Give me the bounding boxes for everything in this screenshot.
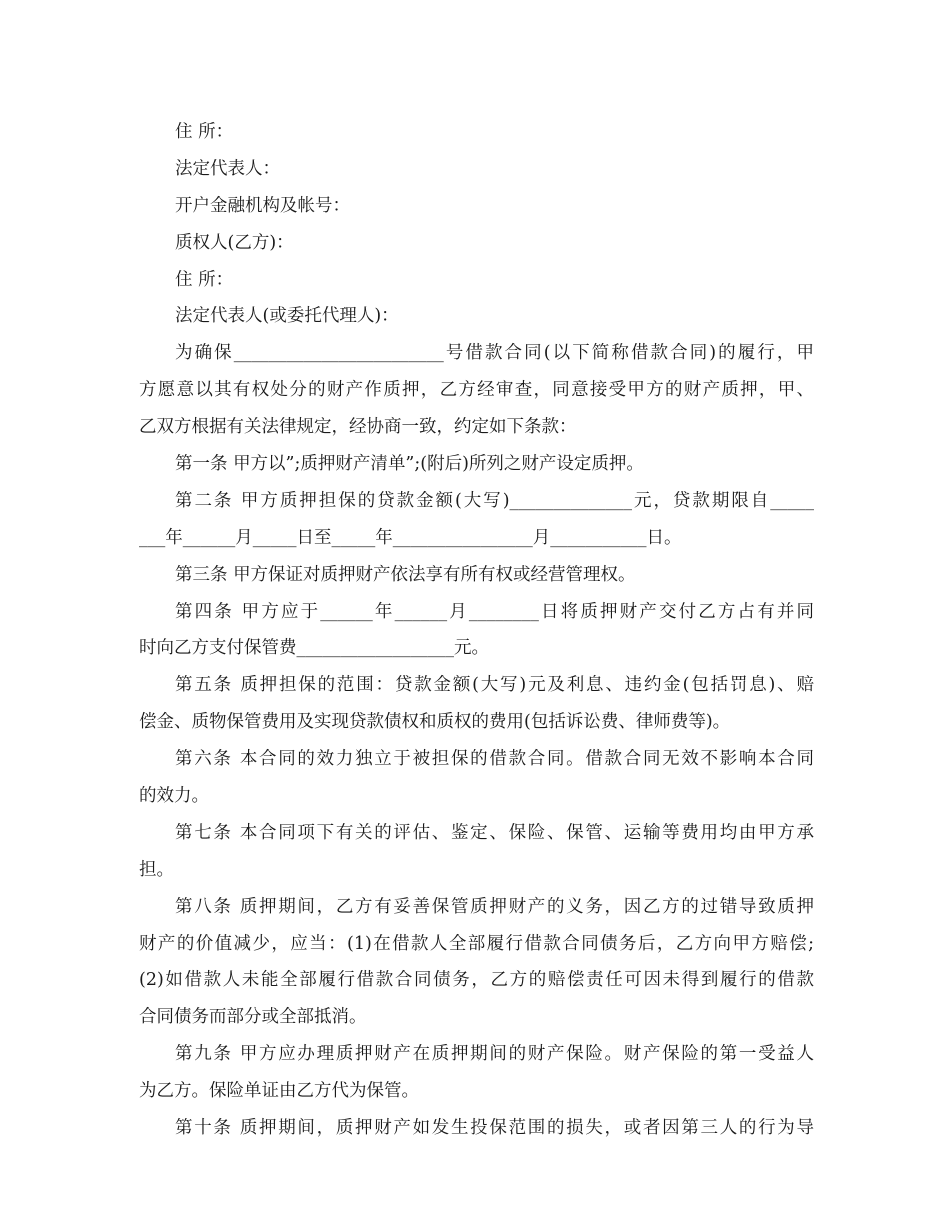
text-line: (2)如借款人未能全部履行借款合同债务，乙方的赔偿责任可因未得到履行的借款 xyxy=(139,970,814,991)
text-line: ___年______月_____日至_____年________________月___________日。 xyxy=(139,527,682,548)
article-9 xyxy=(139,1036,814,1110)
party-info-block xyxy=(139,114,814,335)
text-line: 方愿意以其有权处分的财产作质押，乙方经审查，同意接受甲方的财产质押，甲、 xyxy=(139,380,814,401)
text-line: 担。 xyxy=(139,859,174,880)
legal-representative-field-b: 法定代表人(或委托代理人)： xyxy=(175,306,399,327)
text-line: 第九条 甲方应办理质押财产在质押期间的财产保险。财产保险的第一受益人 xyxy=(175,1044,814,1065)
text-line: 的效力。 xyxy=(139,786,209,807)
text-line: 乙双方根据有关法律规定，经协商一致，约定如下条款： xyxy=(139,417,577,438)
address-field-b: 住 所： xyxy=(175,269,234,290)
legal-representative-field-a: 法定代表人： xyxy=(175,158,280,179)
article-3 xyxy=(139,557,814,594)
article-1 xyxy=(139,446,814,483)
text-line: 财产的价值减少，应当：(1)在借款人全部履行借款合同债务后，乙方向甲方赔偿; xyxy=(139,933,814,954)
text-line: 偿金、质物保管费用及实现贷款债权和质权的费用(包括诉讼费、律师费等)。 xyxy=(139,712,731,733)
text-line: 合同债务而部分或全部抵消。 xyxy=(139,1007,367,1028)
text-line: 第三条 甲方保证对质押财产依法享有所有权或经营管理权。 xyxy=(175,564,636,585)
article-7 xyxy=(139,815,814,889)
document-body xyxy=(139,114,814,1147)
article-6 xyxy=(139,741,814,815)
article-4 xyxy=(139,594,814,668)
text-line: 时向乙方支付保管费__________________元。 xyxy=(139,638,489,659)
text-line: 第五条 质押担保的范围：贷款金额(大写)元及利息、违约金(包括罚息)、赔 xyxy=(175,675,814,696)
text-line: 为确保________________________号借款合同(以下简称借款合同)的履行，甲 xyxy=(175,343,814,364)
address-field-a: 住 所： xyxy=(175,122,234,142)
text-line: 第十条 质押期间，质押财产如发生投保范围的损失，或者因第三人的行为导 xyxy=(175,1118,814,1139)
pledgee-field: 质权人(乙方)： xyxy=(175,232,294,253)
bank-account-field: 开户金融机构及帐号： xyxy=(175,195,350,216)
text-line: 第六条 本合同的效力独立于被担保的借款合同。借款合同无效不影响本合同 xyxy=(175,749,814,770)
article-8 xyxy=(139,889,814,1037)
text-line: 第二条 甲方质押担保的贷款金额(大写)______________元，贷款期限自_____ xyxy=(175,490,814,511)
text-line: 第一条 甲方以”;质押财产清单”;(附后)所列之财产设定质押。 xyxy=(175,454,644,475)
text-line: 第七条 本合同项下有关的评估、鉴定、保险、保管、运输等费用均由甲方承 xyxy=(175,822,814,843)
text-line: 第八条 质押期间，乙方有妥善保管质押财产的义务，因乙方的过错导致质押 xyxy=(175,896,814,917)
text-line: 为乙方。保险单证由乙方代为保管。 xyxy=(139,1081,419,1102)
preamble-paragraph xyxy=(139,335,814,446)
article-2 xyxy=(139,483,814,557)
article-5 xyxy=(139,667,814,741)
article-10 xyxy=(139,1110,814,1147)
text-line: 第四条 甲方应于______年______月________日将质押财产交付乙方占有并同 xyxy=(175,601,814,622)
